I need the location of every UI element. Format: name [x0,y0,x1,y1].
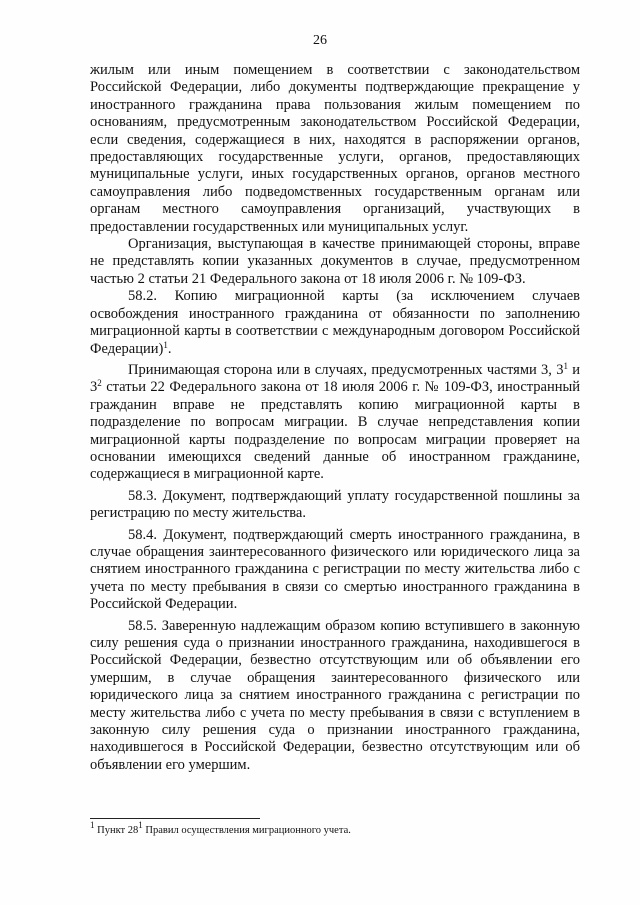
paragraph-58-4: 58.4. Документ, подтверждающий смерть иностранного гражданина, в случае обращения заинтересованного физического или юридического лица за снятием иностранного гражданина с регистрации по месту жительства либо с учета по месту пребывания в связи со смертью иностранного гражданина в Российской Федерации. [90,526,580,613]
paragraph-58-3: 58.3. Документ, подтверждающий уплату государственной пошлины за регистрацию по месту жительства. [90,487,580,522]
footnote-marker: 1 [90,820,95,830]
paragraph-1: жилым или иным помещением в соответствии с законодательством Российской Федерации, либо документы подтверждающие прекращение у иностранного гражданина права пользования жилым помещением по основаниям, предусмотренным законодательством Российской Федерации, если сведения, содержащиеся в них, находятся в распоряжении органов, предоставляющих государственные услуги, органов, предоставляющих муниципальные услуги, иных государственных органов, органов местного самоуправления либо подведомственных государственным органам или органам местного самоуправления организаций, участвующих в предоставлении государственных или муниципальных услуг. [90,62,580,235]
part-3-1-sup: 1 [563,360,568,371]
footnote-divider [90,818,260,819]
part-3-2-sup: 2 [97,378,102,389]
paragraph-2: Организация, выступающая в качестве принимающей стороны, вправе не представлять копии указанных документов в случае, предусмотренном частью 2 статьи 21 Федерального закона от 18 июля 2006 г. № 109-ФЗ. [90,236,580,287]
footnote [90,820,580,837]
document-body [90,62,580,774]
paragraph-58-2-text: 58.2. Копию миграционной карты (за исключением случаев освобождения иностранного гражданина от обязанности по заполнению миграционной карты в соответствии с международным договором Российской Федерации) [90,288,580,357]
paragraph-receiving-party-rest: статьи 22 Федерального закона от 18 июля 2006 г. № 109-ФЗ, иностранный гражданин вправе не представлять копию миграционной карты в подразделение по вопросам миграции. В случае непредставления копии миграционной карты подразделение по вопросам миграции проверяет на основании имеющихся сведений данные об иностранном гражданине, содержащиеся в миграционной карте. [90,379,581,483]
paragraph-receiving-party-start: Принимающая сторона или в случаях, предусмотренных частями 3, [128,361,552,378]
footnote-reference: 1 [163,339,168,350]
paragraph-58-2: 58.2. Копию миграционной карты (за исключением случаев освобождения иностранного гражданина от обязанности по заполнению миграционной карты в соответствии с международным договором Российской Федерации)$^1$. [90,288,580,357]
paragraph-receiving-party [90,362,580,484]
footnote-sup: 1 [138,820,143,830]
footnote-text: Правил осуществления миграционного учета. [145,825,351,836]
footnote-prefix: Пункт 28 [97,825,139,836]
part-3-number: 3 [556,361,564,378]
paragraph-58-5: 58.5. Заверенную надлежащим образом копию вступившего в законную силу решения суда о признании иностранного гражданина, находившегося в Российской Федерации, безвестно отсутствующим или об объявлении его умершим, в случае обращения заинтересованного физического или юридического лица за снятием иностранного гражданина с регистрации по месту жительства либо с учета по месту пребывания в связи с вступлением в законную силу решения суда о признании иностранного гражданина, находившегося в Российской Федерации, безвестно отсутствующим или об объявлении его умершим. [90,617,580,773]
page-number: 26 [313,33,327,48]
part-and-3: и 3 [90,361,581,396]
